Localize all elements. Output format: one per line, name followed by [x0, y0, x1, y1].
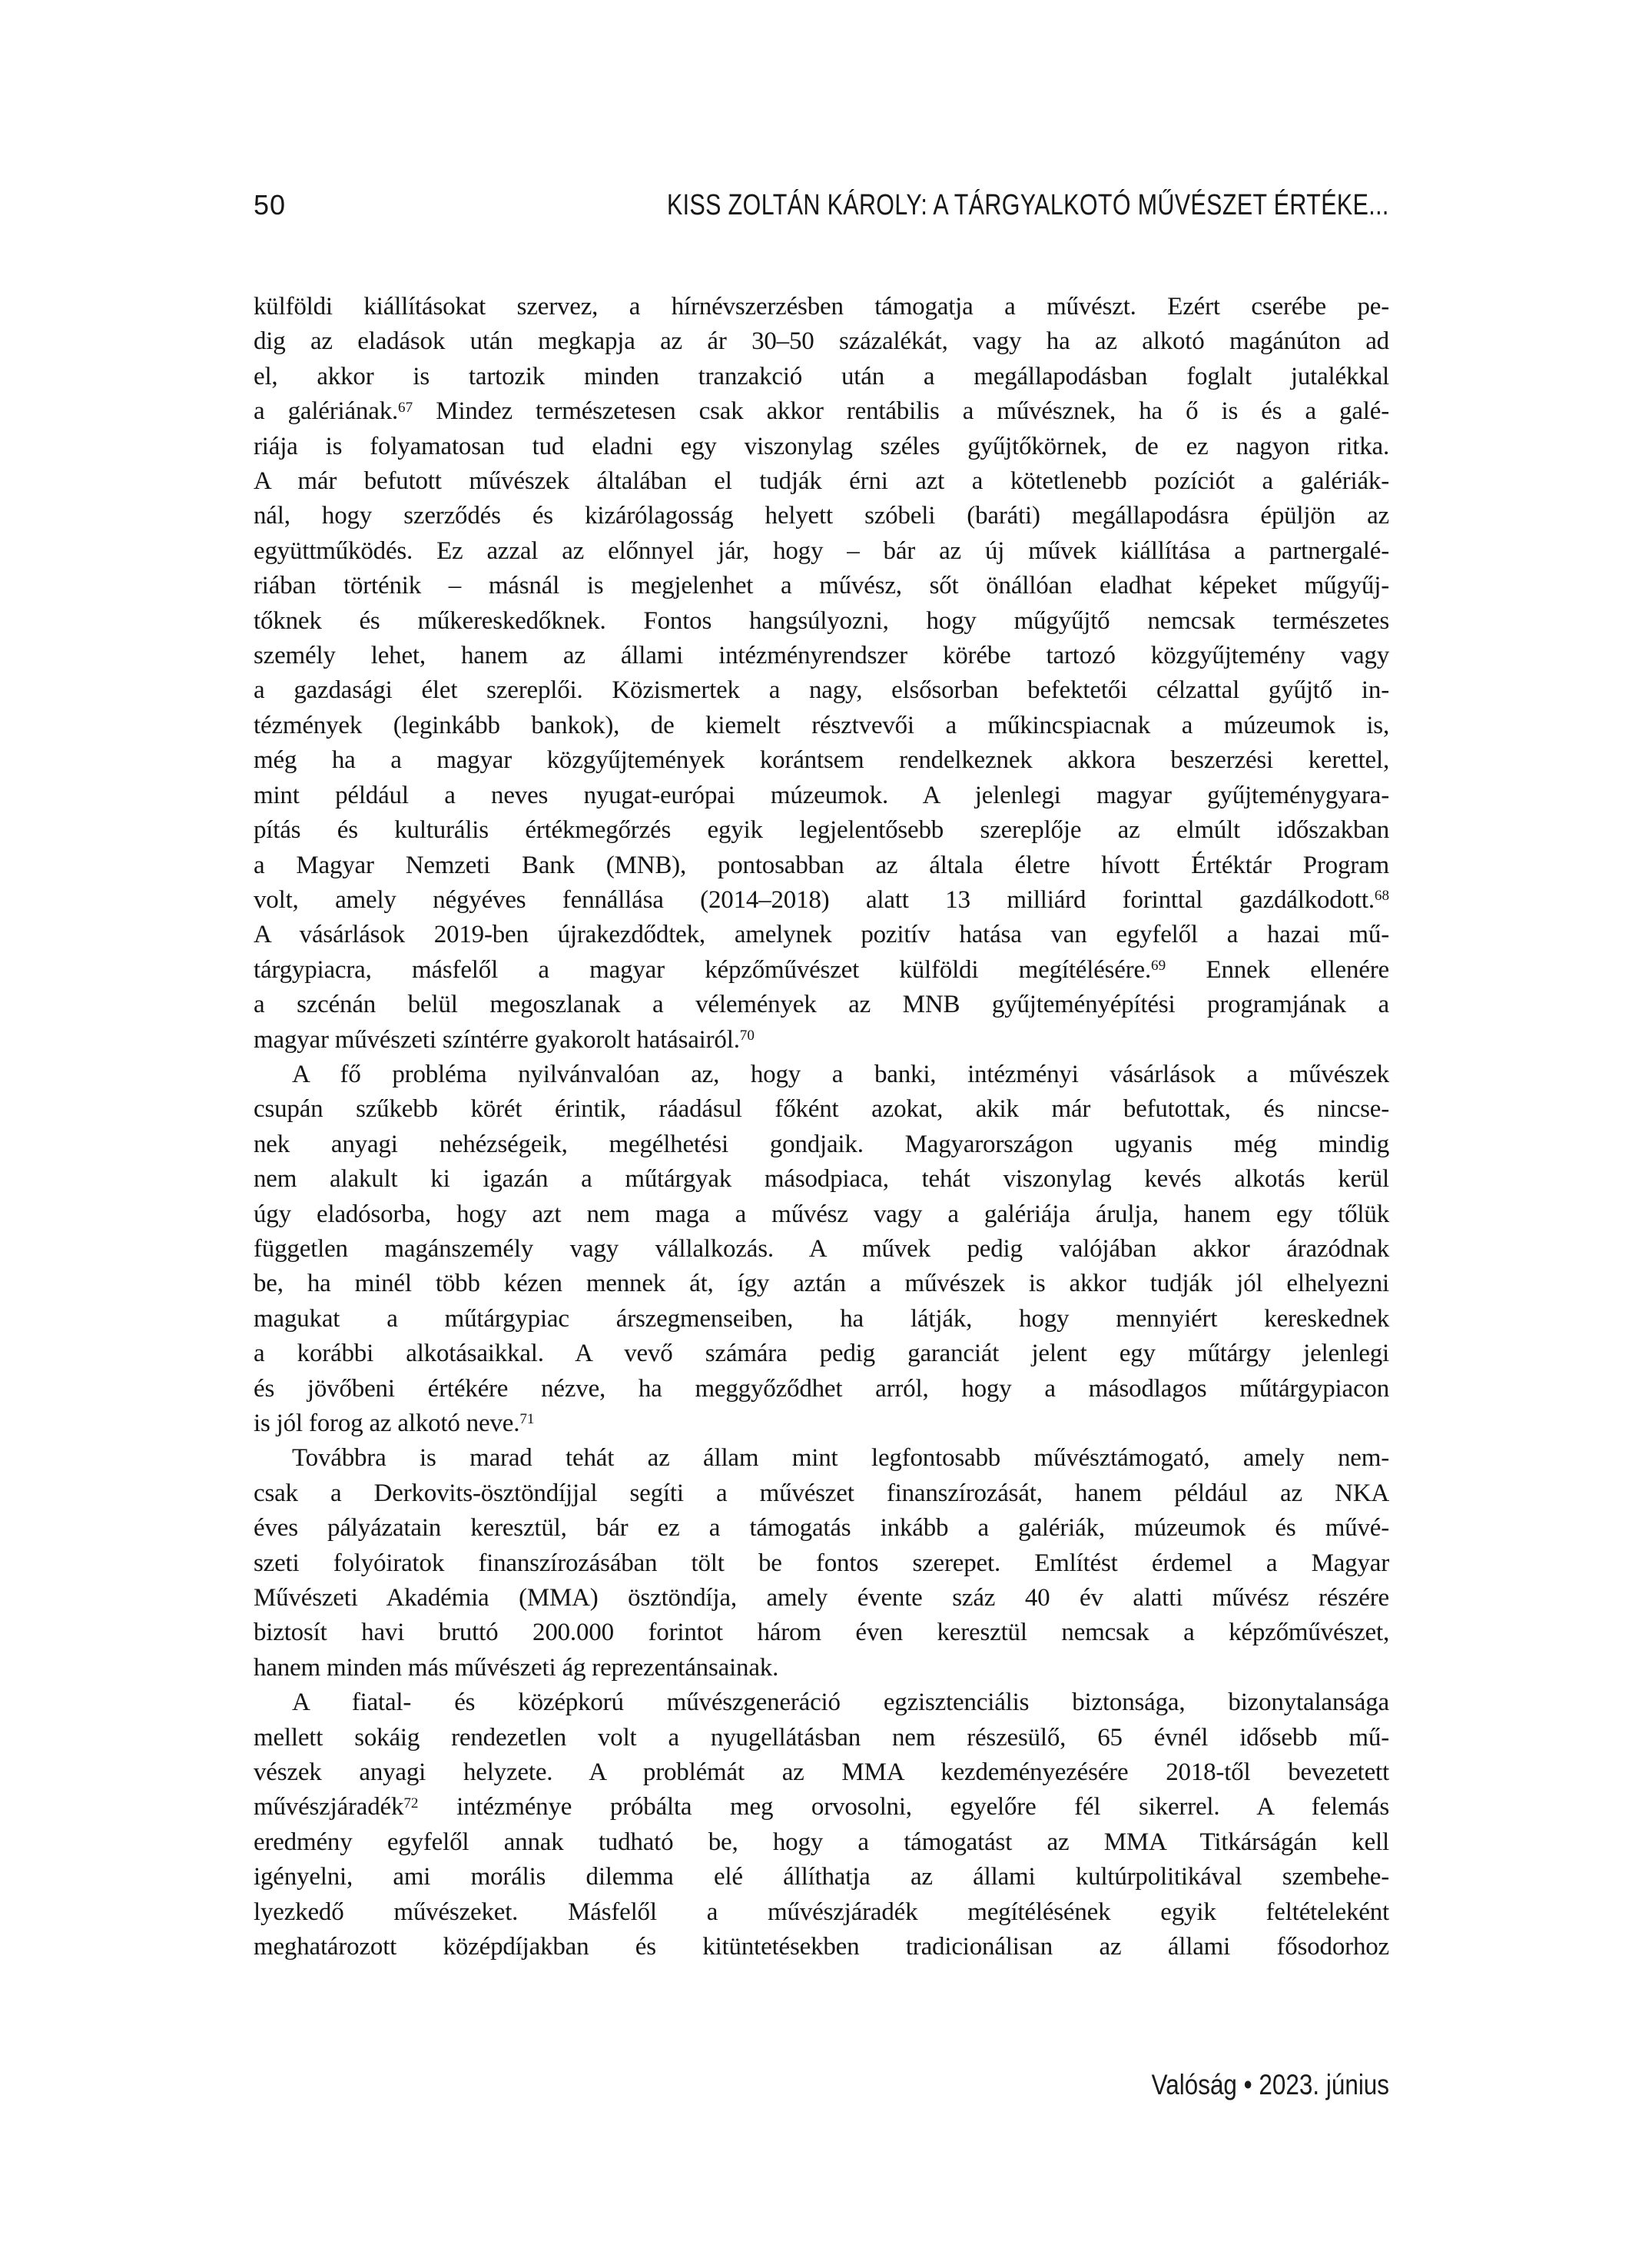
text-line: dig az eladások után megkapja az ár 30–50 százalékát, vagy ha az alkotó magánúton ad: [254, 327, 1389, 356]
text-line: igényelni, ami morális dilemma elé állíthatja az állami kultúrpolitikával szembehe-: [254, 1863, 1389, 1891]
text-line: a gazdasági élet szereplői. Közismertek a nagy, elsősorban befektetői célzattal gyűjtő in-: [254, 676, 1389, 705]
text-line: Művészeti Akadémia (MMA) ösztöndíja, amely évente száz 40 év alatti művész részére: [254, 1584, 1389, 1612]
text-line: volt, amely négyéves fennállása (2014–2018) alatt 13 milliárd forinttal gazdálkodott.$^{68}$: [254, 885, 1389, 914]
page-footer: [254, 2069, 1389, 2101]
journal-footer: Valóság • 2023. június: [1151, 2069, 1389, 2100]
text-line: még ha a magyar közgyűjtemények korántsem rendelkeznek akkora beszerzési kerettel,: [254, 746, 1389, 775]
text-line: külföldi kiállításokat szervez, a hírnévszerzésben támogatja a művészt. Ezért cserébe pe-: [254, 293, 1389, 320]
text-line: pítás és kulturális értékmegőrzés egyik legjelentősebb szereplője az elmúlt időszakban: [254, 816, 1389, 845]
text-line: a galériának.$^{67}$ Mindez természetesen csak akkor rentábilis a művésznek, ha ő is és a galé-: [254, 397, 1389, 426]
text-line: vészek anyagi helyzete. A problémát az MMA kezdeményezésére 2018-től bevezetett: [254, 1758, 1389, 1787]
text-line: a korábbi alkotásaikkal. A vevő számára pedig garanciát jelent egy műtárgy jelenlegi: [254, 1340, 1389, 1368]
text-line: el, akkor is tartozik minden tranzakció után a megállapodásban foglalt jutalékkal: [254, 362, 1389, 390]
text-line: éves pályázatain keresztül, bár ez a támogatás inkább a galériák, múzeumok és művé-: [254, 1514, 1389, 1542]
paragraph: [254, 1685, 1389, 1964]
text-line: is jól forog az alkotó neve.$^{71}$: [254, 1410, 535, 1437]
text-line: mint például a neves nyugat-európai múzeumok. A jelenlegi magyar gyűjteménygyara-: [254, 781, 1389, 809]
paragraph: [254, 290, 1389, 1058]
text-line: riája is folyamatosan tud eladni egy viszonylag széles gyűjtőkörnek, de ez nagyon ritka.: [254, 432, 1389, 460]
text-line: tőknek és műkereskedőknek. Fontos hangsúlyozni, hogy műgyűjtő nemcsak természetes: [254, 606, 1389, 635]
text-line: biztosít havi bruttó 200.000 forintot három éven keresztül nemcsak a képzőművészet,: [254, 1619, 1389, 1647]
text-line: nek anyagi nehézségeik, megélhetési gondjaik. Magyarországon ugyanis még mindig: [254, 1130, 1389, 1158]
text-line: úgy eladósorba, hogy azt nem maga a művész vagy a galériája árulja, hanem egy tőlük: [254, 1200, 1389, 1228]
footnote-ref: 71: [519, 1411, 535, 1428]
text-line: együttműködés. Ez azzal az előnnyel jár, hogy – bár az új művek kiállítása a partnergalé-: [254, 536, 1389, 565]
footnote-ref: 69: [1151, 958, 1166, 975]
footnote-ref: 67: [398, 399, 413, 416]
text-line: csupán szűkebb körét érintik, ráadásul főként azokat, akik már befutottak, és nincse-: [254, 1095, 1389, 1124]
text-line: hanem minden más művészeti ág reprezentánsainak.: [254, 1653, 779, 1682]
footnote-ref: 72: [403, 1795, 419, 1811]
paragraph: [254, 1441, 1389, 1685]
text-line: be, ha minél több kézen mennek át, így aztán a művészek is akkor tudják jól elhelyezni: [254, 1270, 1389, 1298]
text-line: szeti folyóiratok finanszírozásában tölt be fontos szerepet. Említést érdemel a Magyar: [254, 1549, 1389, 1577]
text-line: nál, hogy szerződés és kizárólagosság helyett szóbeli (baráti) megállapodásra épüljön az: [254, 502, 1389, 530]
text-line: A már befutott művészek általában el tudják érni azt a kötetlenebb pozíciót a galériák-: [254, 467, 1389, 496]
text-line: Továbbra is marad tehát az állam mint legfontosabb művésztámogató, amely nem-: [292, 1444, 1389, 1473]
text-line: nem alakult ki igazán a műtárgyak másodpiaca, tehát viszonylag kevés alkotás kerül: [254, 1165, 1389, 1194]
text-line: és jövőbeni értékére nézve, ha meggyőződhet arról, hogy a másodlagos műtárgypiacon: [254, 1374, 1389, 1403]
text-line: A vásárlások 2019-ben újrakezdődtek, amelynek pozitív hatása van egyfelől a hazai mű-: [254, 921, 1389, 949]
text-line: személy lehet, hanem az állami intézményrendszer körébe tartozó közgyűjtemény vagy: [254, 642, 1389, 670]
running-head: KISS ZOLTÁN KÁROLY: A TÁRGYALKOTÓ MŰVÉSZET ÉRTÉKE...: [667, 189, 1389, 221]
text-line: mellett sokáig rendezetlen volt a nyugellátásban nem részesülő, 65 évnél idősebb mű-: [254, 1723, 1389, 1752]
page-number: 50: [254, 189, 287, 221]
footnote-ref: 68: [1374, 888, 1389, 905]
body-text: [254, 290, 1389, 1965]
text-line: csak a Derkovits-ösztöndíjjal segíti a művészet finanszírozását, hanem például az NKA: [254, 1479, 1389, 1507]
text-line: a szcénán belül megoszlanak a vélemények az MNB gyűjteményépítési programjának a: [254, 991, 1389, 1019]
text-line: művészjáradék$^{72}$ intézménye próbálta meg orvosolni, egyelőre fél sikerrel. A felemás: [254, 1793, 1389, 1821]
text-line: magukat a műtárgypiac árszegmenseiben, ha látják, hogy mennyiért kereskednek: [254, 1304, 1389, 1333]
paragraph: [254, 1058, 1389, 1441]
text-line: tézmények (leginkább bankok), de kiemelt résztvevői a műkincspiacnak a múzeumok is,: [254, 711, 1389, 739]
footnote-ref: 70: [739, 1027, 755, 1044]
text-line: magyar művészeti színtérre gyakorolt hatásairól.$^{70}$: [254, 1025, 755, 1054]
text-line: eredmény egyfelől annak tudható be, hogy a támogatást az MMA Titkárságán kell: [254, 1828, 1389, 1856]
text-line: független magánszemély vagy vállalkozás. A művek pedig valójában akkor árazódnak: [254, 1234, 1389, 1263]
text-line: lyezkedő művészeket. Másfelől a művészjáradék megítélésének egyik feltételeként: [254, 1898, 1389, 1926]
text-line: A fő probléma nyilvánvalóan az, hogy a banki, intézményi vásárlások a művészek: [292, 1060, 1389, 1088]
text-line: tárgypiacra, másfelől a magyar képzőművészet külföldi megítélésére.$^{69}$ Ennek ellenére: [254, 955, 1389, 984]
text-line: A fiatal- és középkorú művészgeneráció egzisztenciális biztonsága, bizonytalansága: [292, 1689, 1389, 1717]
running-header: [254, 189, 1389, 222]
text-line: meghatározott középdíjakban és kitüntetésekben tradicionálisan az állami fősodorhoz: [254, 1933, 1389, 1961]
text-line: a Magyar Nemzeti Bank (MNB), pontosabban az általa életre hívott Értéktár Program: [254, 851, 1389, 879]
text-line: riában történik – másnál is megjelenhet a művész, sőt önállóan eladhat képeket műgyűj-: [254, 572, 1389, 600]
